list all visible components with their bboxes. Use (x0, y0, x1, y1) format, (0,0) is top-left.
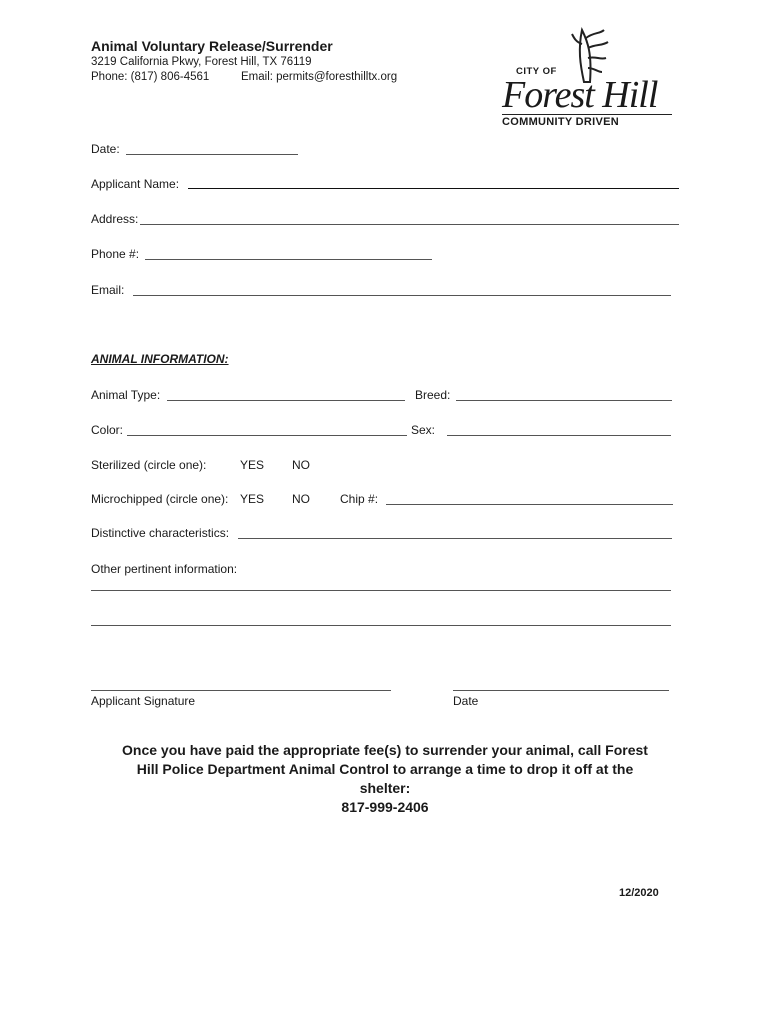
other-info-field-line-2[interactable] (91, 625, 671, 626)
address-label: Address: (91, 212, 139, 226)
sex-field[interactable] (447, 435, 671, 436)
sterilized-label: Sterilized (circle one): (91, 458, 207, 472)
office-email: Email: permits@foresthilltx.org (241, 71, 398, 83)
sterilized-yes-option[interactable]: YES (240, 458, 265, 472)
signature-field[interactable] (91, 690, 391, 691)
date-label: Date: (91, 142, 120, 156)
chip-number-field[interactable] (386, 504, 673, 505)
signature-date-label: Date (453, 694, 479, 708)
signature-date-field[interactable] (453, 690, 669, 691)
color-field[interactable] (127, 435, 407, 436)
animal-control-phone: 817-999-2406 (341, 799, 429, 815)
phone-label: Phone #: (91, 247, 140, 261)
distinctive-field[interactable] (238, 538, 672, 539)
animal-info-heading: ANIMAL INFORMATION: (91, 352, 229, 366)
logo-city-name: Forest Hill (502, 74, 658, 116)
chip-number-label: Chip #: (340, 492, 379, 506)
signature-label: Applicant Signature (91, 694, 196, 708)
office-phone: Phone: (817) 806-4561 (91, 71, 210, 83)
microchipped-no-option[interactable]: NO (292, 492, 310, 506)
office-address: 3219 California Pkwy, Forest Hill, TX 76119 (91, 56, 312, 68)
color-label: Color: (91, 423, 124, 437)
logo-city-of: CITY OF (516, 66, 557, 77)
email-field[interactable] (133, 295, 671, 296)
revision-date: 12/2020 (619, 887, 659, 899)
sterilized-no-option[interactable]: NO (292, 458, 310, 472)
date-field[interactable] (126, 154, 298, 155)
form-title: Animal Voluntary Release/Surrender (91, 38, 333, 54)
breed-label: Breed: (415, 388, 451, 402)
surrender-notice: Once you have paid the appropriate fee(s) to surrender your animal, call Forest Hill Police Department Animal Control to arrange a time to drop it off at the shelter: (122, 742, 648, 796)
other-info-label: Other pertinent information: (91, 562, 238, 576)
microchipped-label: Microchipped (circle one): (91, 492, 229, 506)
applicant-name-field[interactable] (188, 188, 679, 189)
phone-field[interactable] (145, 259, 432, 260)
animal-type-label: Animal Type: (91, 388, 161, 402)
logo-tagline: COMMUNITY DRIVEN (502, 116, 620, 128)
applicant-name-label: Applicant Name: (91, 177, 180, 191)
email-label: Email: (91, 283, 125, 297)
address-field[interactable] (140, 224, 679, 225)
logo-divider (502, 114, 672, 115)
animal-type-field[interactable] (167, 400, 405, 401)
breed-field[interactable] (456, 400, 672, 401)
distinctive-label: Distinctive characteristics: (91, 526, 230, 540)
city-logo (500, 24, 675, 130)
other-info-field-line-1[interactable] (91, 590, 671, 591)
sex-label: Sex: (411, 423, 436, 437)
microchipped-yes-option[interactable]: YES (240, 492, 265, 506)
